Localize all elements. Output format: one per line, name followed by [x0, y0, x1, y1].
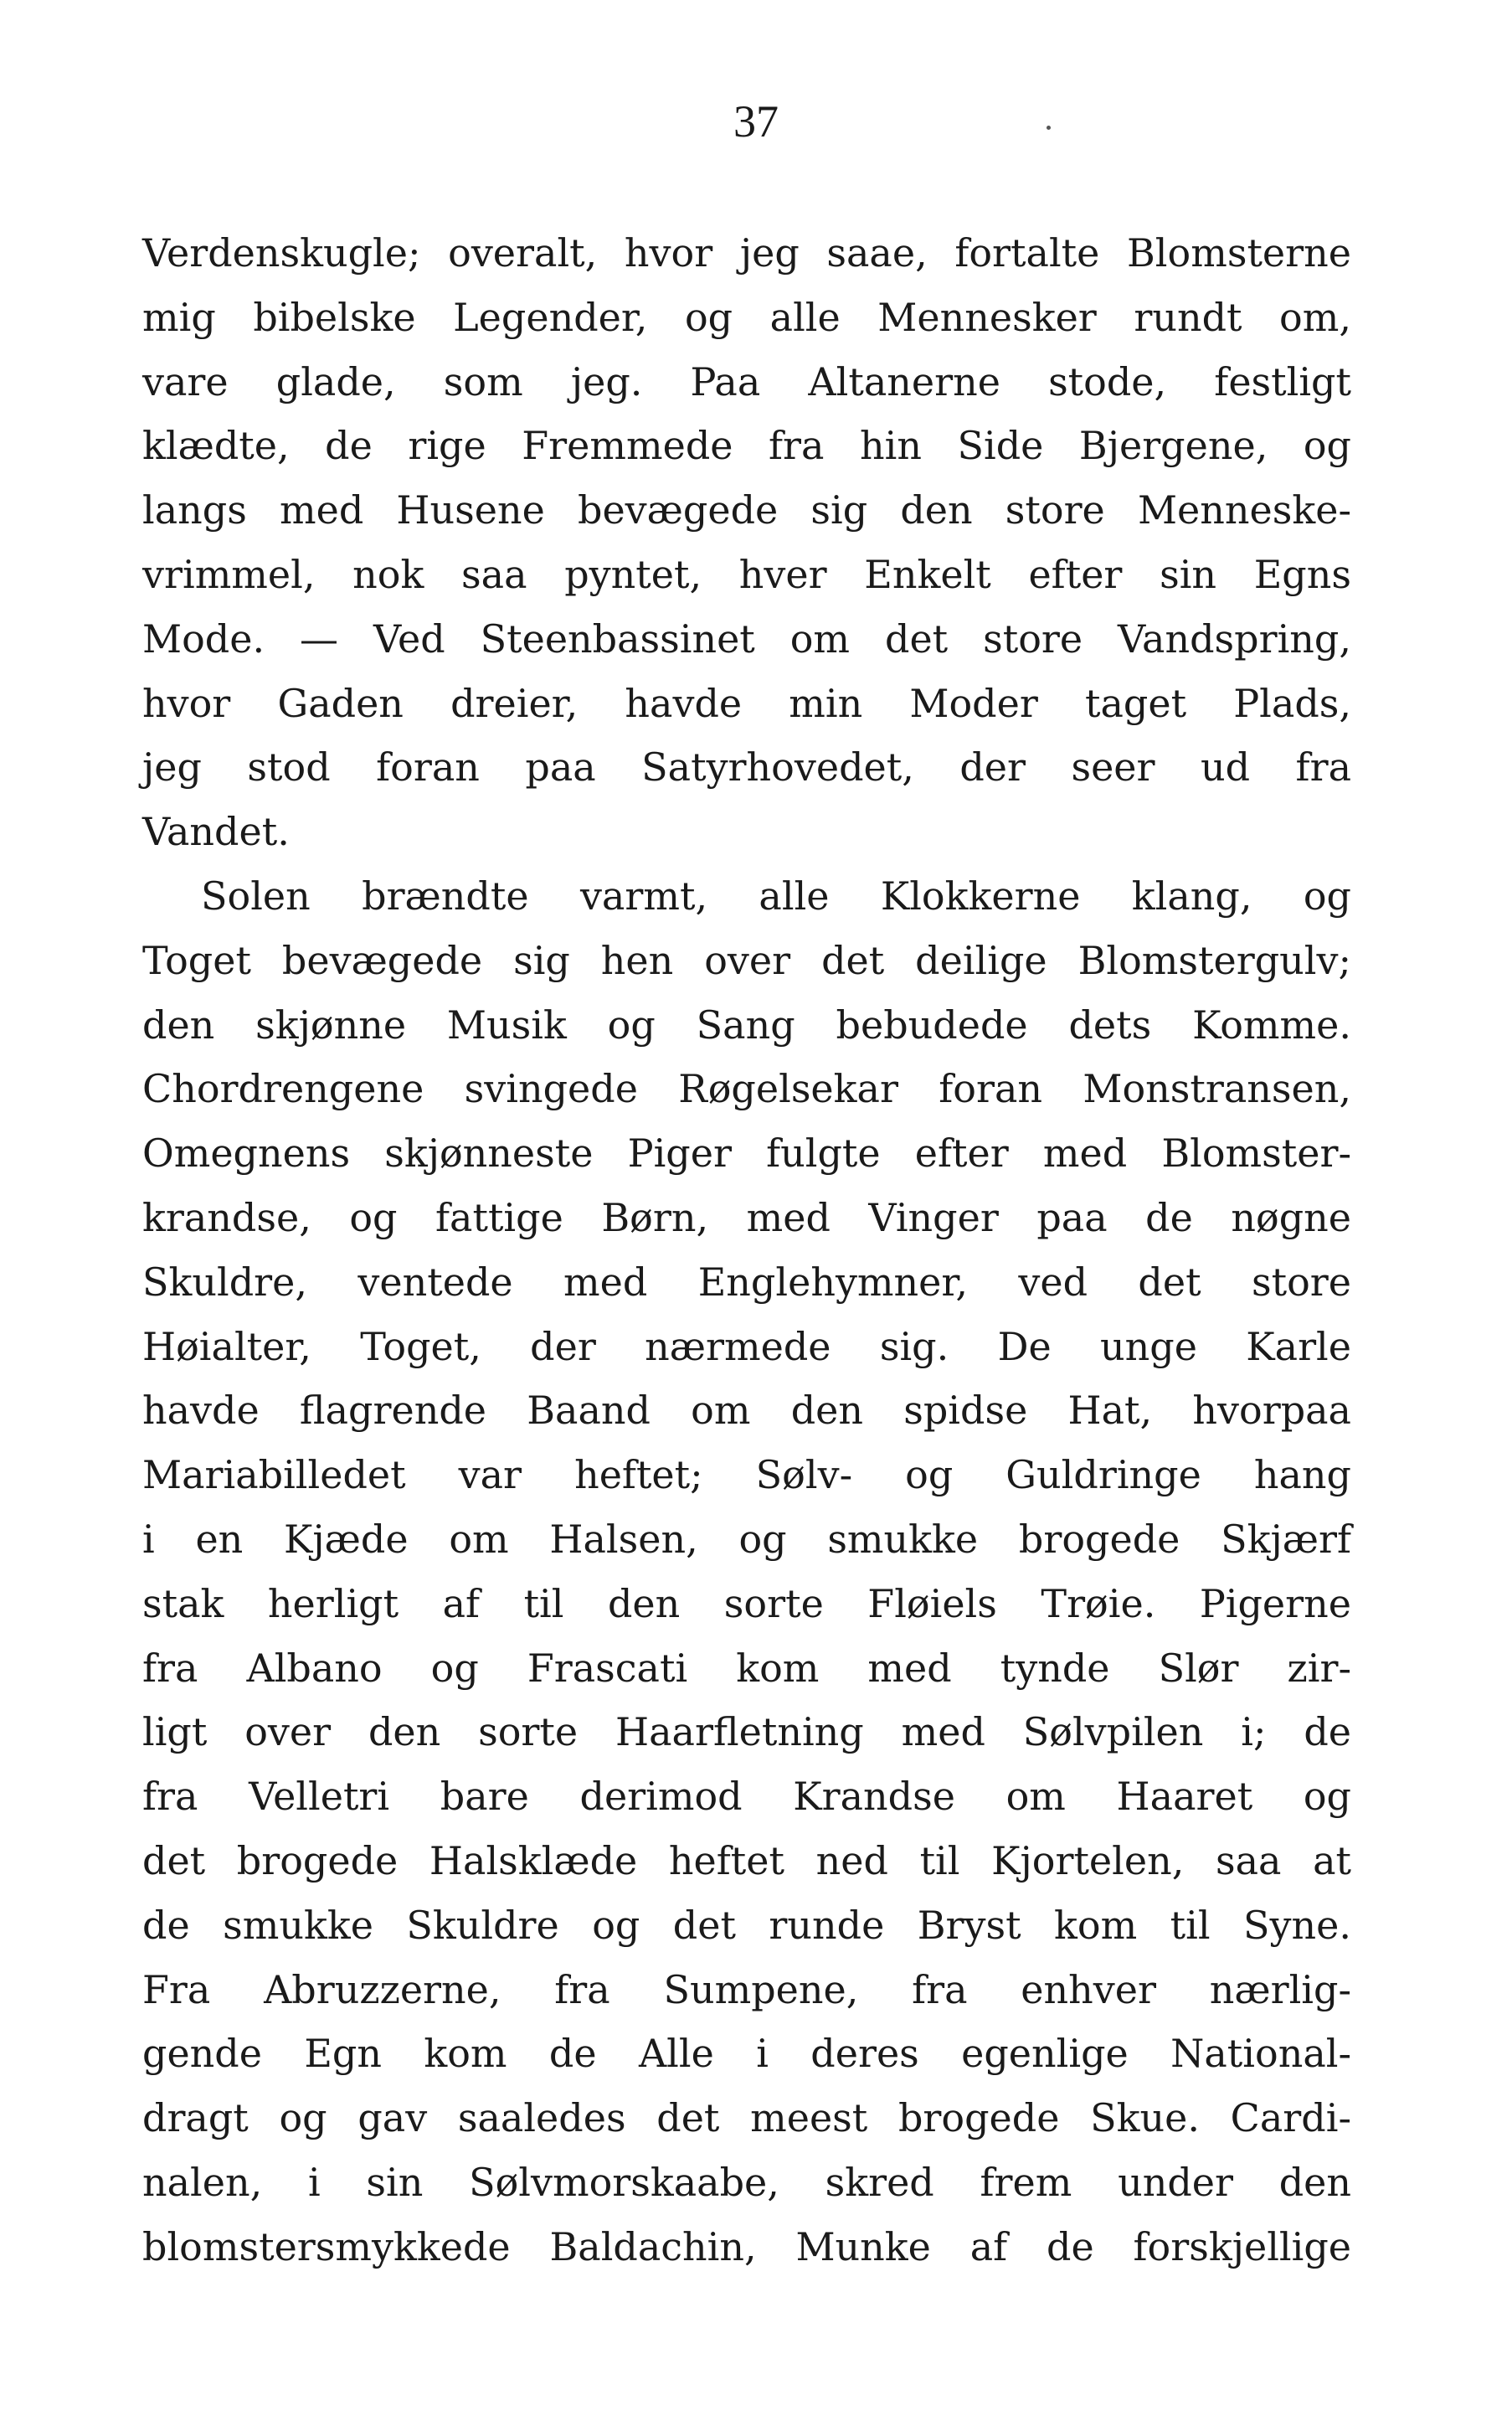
- text-line: stak herligt af til den sorte Fløiels Trøie. Pigerne: [142, 1580, 1351, 1626]
- text-line: gende Egn kom de Alle i deres egenlige National-: [142, 2031, 1351, 2077]
- text-line: vare glade, som jeg. Paa Altanerne stode, festligt: [142, 358, 1351, 404]
- text-line: langs med Husene bevægede sig den store Menneske-: [142, 487, 1351, 533]
- text-line: dragt og gav saaledes det meest brogede Skue. Cardi-: [142, 2095, 1351, 2141]
- text-line: fra Velletri bare derimod Krandse om Haaret og: [142, 1774, 1351, 1820]
- text-line: Vandet.: [142, 809, 290, 855]
- text-line: det brogede Halsklæde heftet ned til Kjortelen, saa at: [142, 1837, 1351, 1883]
- text-line: hvor Gaden dreier, havde min Moder taget Plads,: [142, 680, 1351, 726]
- text-line: Fra Abruzzerne, fra Sumpene, fra enhver nærlig-: [142, 1966, 1351, 2012]
- text-line: krandse, og fattige Børn, med Vinger paa de nøgne: [142, 1194, 1351, 1240]
- text-line: Høialter, Toget, der nærmede sig. De unge Karle: [142, 1323, 1351, 1369]
- text-line: Toget bevægede sig hen over det deilige Blomstergulv;: [142, 937, 1351, 983]
- text-line: havde flagrende Baand om den spidse Hat, hvorpaa: [142, 1388, 1351, 1434]
- text-line: Skuldre, ventede med Englehymner, ved det store: [142, 1259, 1351, 1305]
- text-line: fra Albano og Frascati kom med tynde Slør zir-: [142, 1645, 1351, 1691]
- print-speck: [1047, 126, 1051, 130]
- page-number: 37: [733, 96, 779, 147]
- text-line: i en Kjæde om Halsen, og smukke brogede Skjærf: [142, 1516, 1351, 1562]
- text-line: vrimmel, nok saa pyntet, hver Enkelt efter sin Egns: [142, 551, 1351, 597]
- text-line: de smukke Skuldre og det runde Bryst kom til Syne.: [142, 1902, 1351, 1948]
- text-line: Omegnens skjønneste Piger fulgte efter med Blomster-: [142, 1131, 1351, 1177]
- text-line: blomstersmykkede Baldachin, Munke af de forskjellige: [142, 2223, 1351, 2269]
- text-line: mig bibelske Legender, og alle Mennesker rundt om,: [142, 294, 1351, 340]
- text-line: den skjønne Musik og Sang bebudede dets Komme.: [142, 1002, 1351, 1048]
- text-line: nalen, i sin Sølvmorskaabe, skred frem under den: [142, 2159, 1351, 2205]
- text-line: Solen brændte varmt, alle Klokkerne klang, og: [201, 873, 1351, 919]
- text-line: jeg stod foran paa Satyrhovedet, der seer ud fra: [142, 744, 1351, 791]
- text-line: klædte, de rige Fremmede fra hin Side Bjergene, og: [142, 423, 1351, 469]
- body-text: [142, 221, 1351, 2279]
- text-line: Chordrengene svingede Røgelsekar foran Monstransen,: [142, 1066, 1351, 1112]
- text-line: Verdenskugle; overalt, hvor jeg saae, fortalte Blomsterne: [142, 230, 1351, 276]
- text-line: Mode. — Ved Steenbassinet om det store Vandspring,: [142, 616, 1351, 662]
- text-line: Mariabilledet var heftet; Sølv- og Guldringe hang: [142, 1452, 1351, 1498]
- text-line: ligt over den sorte Haarfletning med Sølvpilen i; de: [142, 1709, 1351, 1755]
